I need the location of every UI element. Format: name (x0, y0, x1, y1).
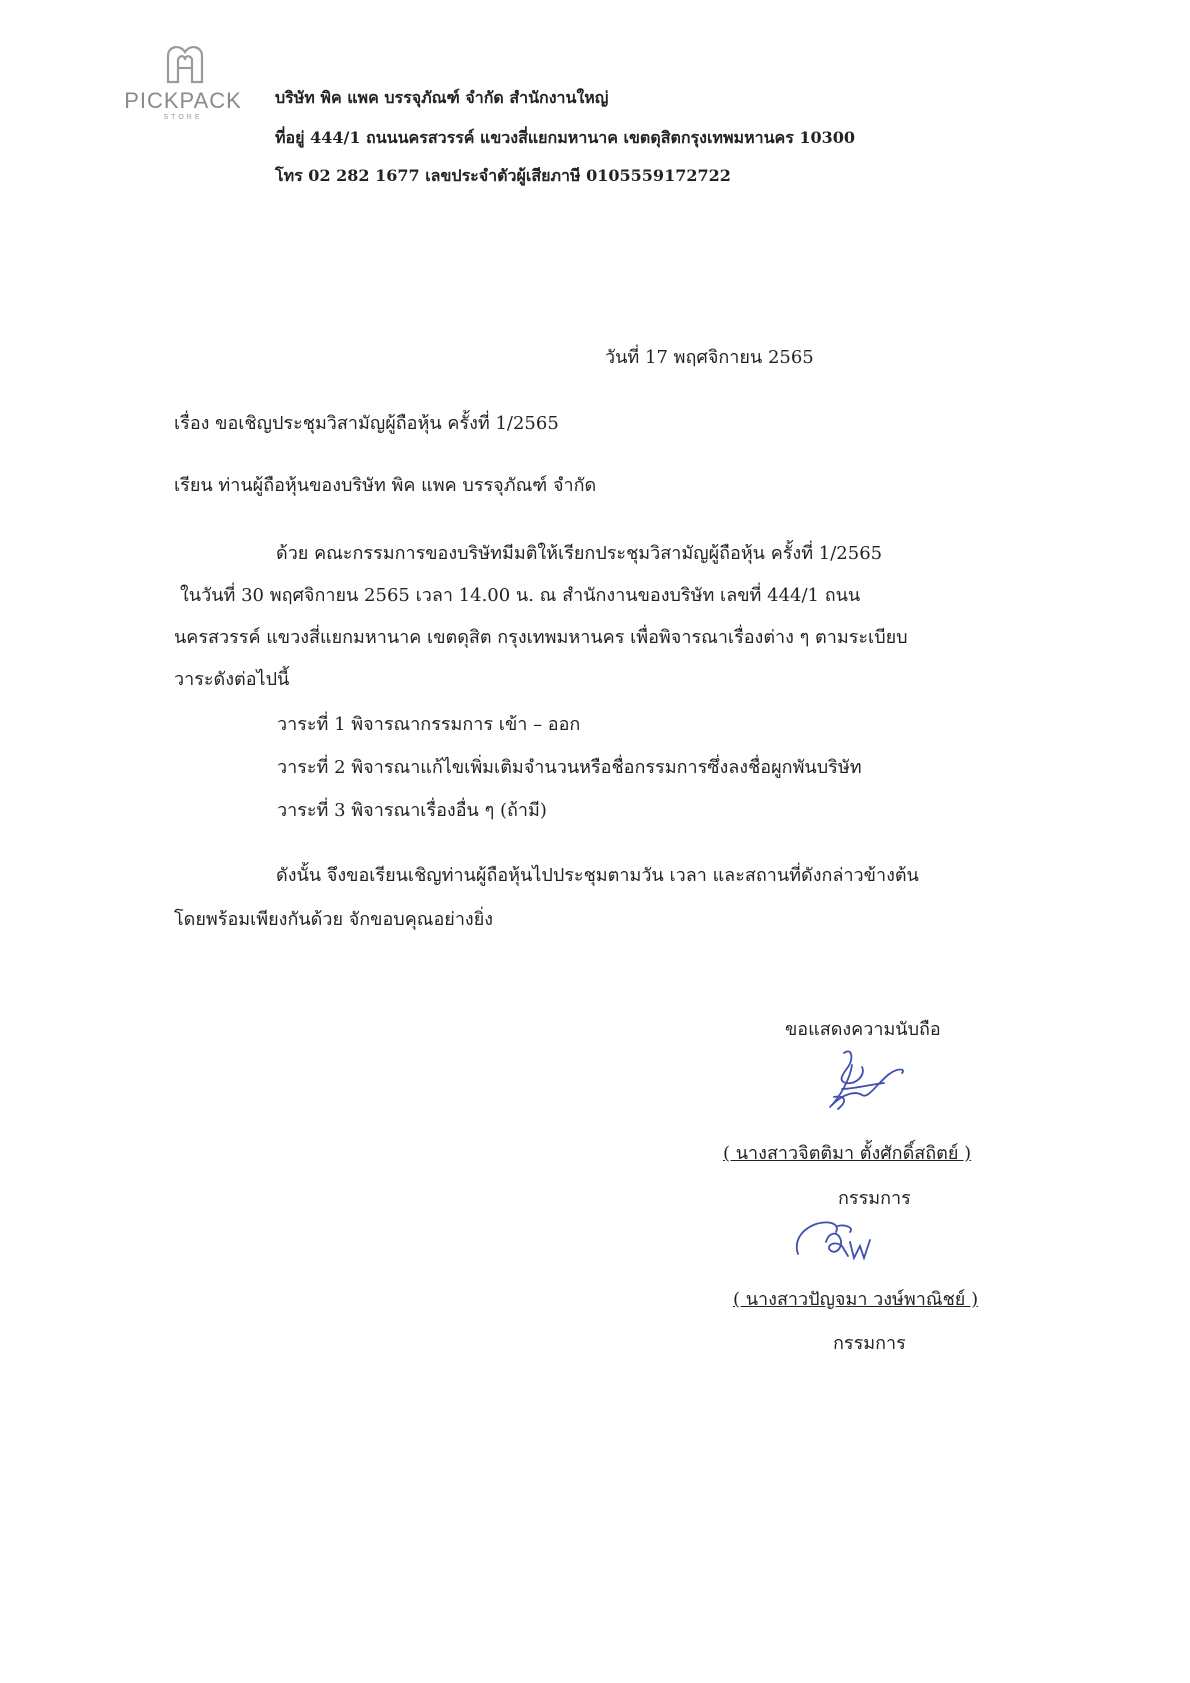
company-name-line: บริษัท พิค แพค บรรจุภัณฑ์ จำกัด สำนักงานใหญ่ (275, 88, 609, 107)
signature-2-icon (790, 1212, 900, 1272)
paragraph1-line: วาระดังต่อไปนี้ (174, 669, 290, 690)
signatory-1-title: กรรมการ (838, 1188, 911, 1209)
signatory-2-name: ( นางสาวปัญจมา วงษ์พาณิชย์ ) (733, 1289, 979, 1310)
letter-recipient: เรียน ท่านผู้ถือหุ้นของบริษัท พิค แพค บรรจุภัณฑ์ จำกัด (174, 475, 597, 496)
agenda-item: วาระที่ 1 พิจารณากรรมการ เข้า – ออก (277, 714, 581, 735)
logo-wordmark: PICKPACK (124, 88, 242, 113)
company-address-line: ที่อยู่ 444/1 ถนนนครสวรรค์ แขวงสี่แยกมหานาค เขตดุสิตกรุงเทพมหานคร 10300 (275, 128, 856, 147)
paragraph1-line: ในวันที่ 30 พฤศจิกายน 2565 เวลา 14.00 น. ณ สำนักงานของบริษัท เลขที่ 444/1 ถนน (180, 585, 861, 606)
paragraph1-line: นครสวรรค์ แขวงสี่แยกมหานาค เขตดุสิต กรุงเทพมหานคร เพื่อพิจารณาเรื่องต่าง ๆ ตามระเบียบ (174, 627, 908, 648)
paragraph2-line: ดังนั้น จึงขอเรียนเชิญท่านผู้ถือหุ้นไปประชุมตามวัน เวลา และสถานที่ดังกล่าวข้างต้น (276, 865, 919, 886)
paragraph2-line: โดยพร้อมเพียงกันด้วย จักขอบคุณอย่างยิ่ง (174, 909, 494, 930)
closing-phrase: ขอแสดงความนับถือ (785, 1019, 941, 1040)
agenda-item: วาระที่ 2 พิจารณาแก้ไขเพิ่มเติมจำนวนหรือชื่อกรรมการซึ่งลงชื่อผูกพันบริษัท (277, 757, 862, 778)
company-contact-line: โทร 02 282 1677 เลขประจำตัวผู้เสียภาษี 0105559172722 (275, 166, 731, 185)
letter-date: วันที่ 17 พฤศจิกายน 2565 (605, 347, 814, 368)
letter-subject: เรื่อง ขอเชิญประชุมวิสามัญผู้ถือหุ้น ครั้งที่ 1/2565 (174, 413, 559, 434)
signature-1-icon (822, 1045, 942, 1120)
pickpack-logo-icon (160, 40, 210, 86)
logo-subtext: STORE (163, 114, 203, 121)
signatory-2-title: กรรมการ (833, 1333, 906, 1354)
agenda-item: วาระที่ 3 พิจารณาเรื่องอื่น ๆ (ถ้ามี) (277, 800, 547, 821)
paragraph1-line: ด้วย คณะกรรมการของบริษัทมีมติให้เรียกประชุมวิสามัญผู้ถือหุ้น ครั้งที่ 1/2565 (276, 543, 883, 564)
signatory-1-name: ( นางสาวจิตติมา ตั้งศักดิ์สถิตย์ ) (723, 1143, 972, 1164)
